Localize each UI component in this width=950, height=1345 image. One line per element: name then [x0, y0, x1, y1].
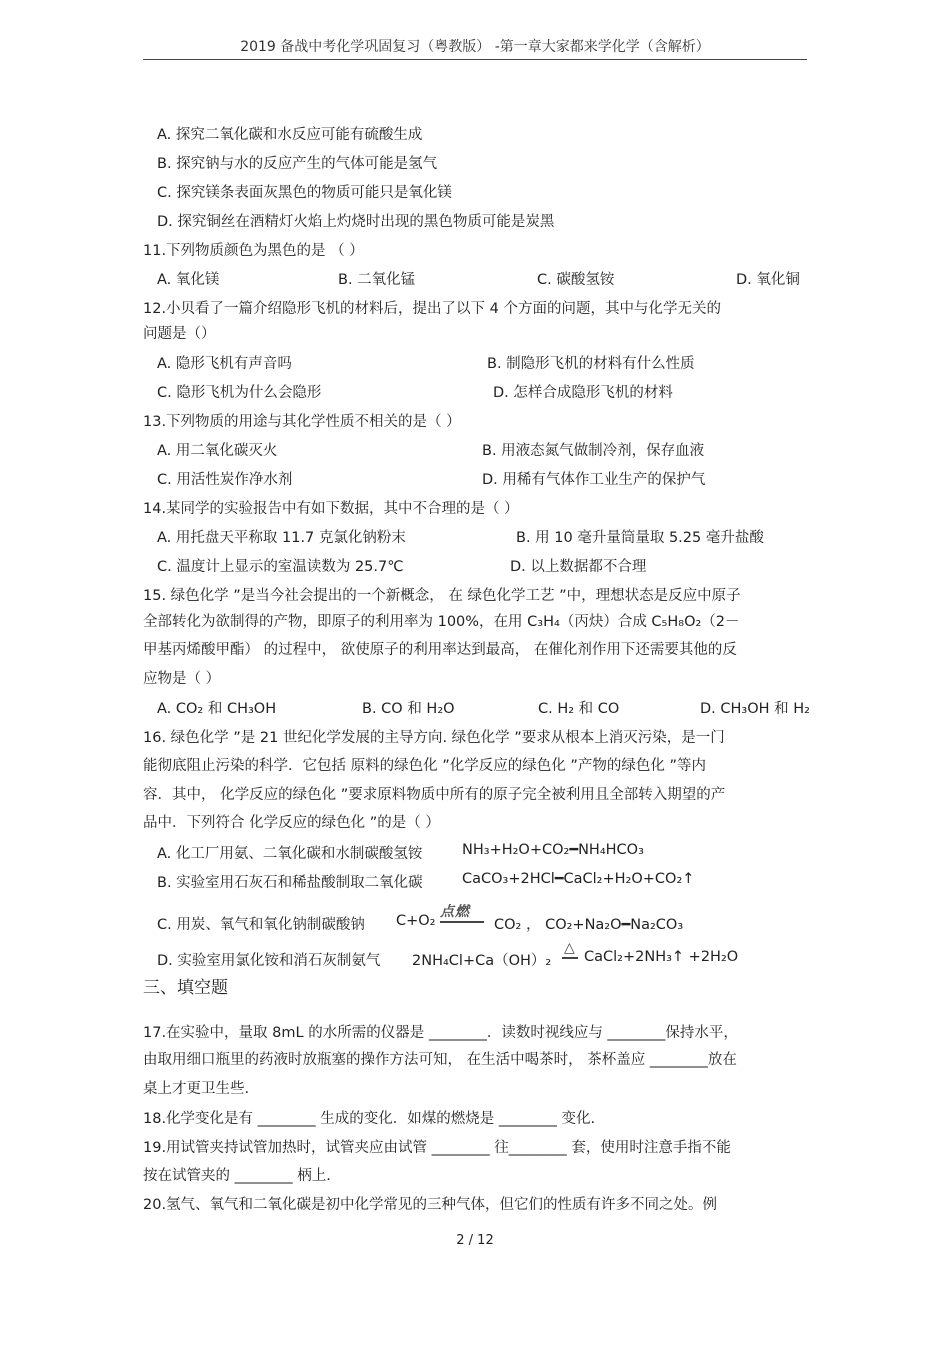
- q16-option-c-text: C. 用炭、氧气和氧化钠制碳酸钠: [157, 917, 365, 933]
- q14-option-a: A. 用托盘天平称取 11.7 克氯化钠粉末: [157, 530, 406, 546]
- section-title: 三、填空题: [143, 978, 228, 998]
- q15-option-b: B. CO 和 H₂O: [362, 701, 455, 717]
- page-header: 2019 备战中考化学巩固复习（粤教版） -第一章大家都来学化学（含解析）: [240, 39, 710, 55]
- q13-option-b: B. 用液态氮气做制冷剂，保存血液: [482, 443, 705, 459]
- q11-option-c: C. 碳酸氢铵: [537, 272, 615, 288]
- q16-line1: 16. 绿色化学 ”是 21 世纪化学发展的主导方向. 绿色化学 ”要求从根本上消灭污染，是一门: [143, 730, 725, 746]
- q15-line4: 应物是（ ）: [143, 671, 221, 687]
- q19-line2: 按在试管夹的 ________ 柄上.: [143, 1168, 331, 1184]
- q12-option-c: C. 隐形飞机为什么会隐形: [157, 385, 322, 401]
- q16-option-c-reaction-arrow: [440, 921, 484, 923]
- q16-line2: 能彻底阻止污染的科学．它包括 原料的绿色化 ”化学反应的绿色化 ”产物的绿色化 ”等内: [143, 758, 706, 774]
- q14-option-b: B. 用 10 毫升量筒量取 5.25 毫升盐酸: [516, 530, 764, 546]
- q15-line2: 全部转化为欲制得的产物，即原子的利用率为 100%，在用 C₃H₄（丙炔）合成 C₅H₈O₂（2－: [143, 614, 740, 630]
- q16-option-a-equation: NH₃+H₂O+CO₂━NH₄HCO₃: [462, 842, 644, 858]
- q10-option-a: A. 探究二氧化碳和水反应可能有硫酸生成: [157, 127, 423, 143]
- q13-option-a: A. 用二氧化碳灭火: [157, 443, 278, 459]
- q17-line3: 桌上才更卫生些.: [143, 1081, 250, 1097]
- q17-line2: 由取用细口瓶里的药液时放瓶塞的操作方法可知， 在生活中喝茶时， 茶杯盖应 ________放在: [143, 1052, 737, 1068]
- q12-option-a: A. 隐形飞机有声音吗: [157, 356, 292, 372]
- q11-stem: 11.下列物质颜色为黑色的是 （ ）: [143, 243, 364, 259]
- q13-option-c: C. 用活性炭作净水剂: [157, 472, 293, 488]
- q16-option-b-equation: CaCO₃+2HCl━CaCl₂+H₂O+CO₂↑: [462, 871, 695, 887]
- q15-option-a: A. CO₂ 和 CH₃OH: [157, 701, 277, 717]
- q14-stem: 14.某同学的实验报告中有如下数据，其中不合理的是（ ）: [143, 501, 519, 517]
- q12-option-d: D. 怎样合成隐形飞机的材料: [493, 385, 673, 401]
- q16-option-c-equation-right: CO₂ ， CO₂+Na₂O━Na₂CO₃: [494, 917, 684, 933]
- q16-option-d-text: D. 实验室用氯化铵和消石灰制氨气: [157, 953, 381, 969]
- q12-stem-line2: 问题是（）: [143, 326, 216, 342]
- q10-option-c: C. 探究镁条表面灰黑色的物质可能只是氧化镁: [157, 185, 452, 201]
- q15-line3: 甲基丙烯酸甲酯） 的过程中， 欲使原子的利用率达到最高， 在催化剂作用下还需要其他的反: [143, 642, 737, 658]
- q11-option-a: A. 氧化镁: [157, 272, 220, 288]
- q14-option-d: D. 以上数据都不合理: [510, 559, 647, 575]
- q10-option-b: B. 探究钠与水的反应产生的气体可能是氢气: [157, 156, 438, 172]
- q16-option-b-text: B. 实验室用石灰石和稀盐酸制取二氧化碳: [157, 875, 423, 891]
- q18-line1: 18.化学变化是有 ________ 生成的变化．如煤的燃烧是 ________ 变化.: [143, 1111, 596, 1127]
- q11-option-d: D. 氧化铜: [736, 272, 800, 288]
- q16-option-d-heat-symbol: △: [564, 940, 575, 956]
- q19-line1: 19.用试管夹持试管加热时，试管夹应由试管 ________ 往________ 套，使用时注意手指不能: [143, 1140, 731, 1156]
- q16-option-c-condition-label: 点燃: [440, 904, 470, 920]
- q15-line1: 15. 绿色化学 ”是当今社会提出的一个新概念， 在 绿色化学工艺 ”中，理想状态是反应中原子: [143, 588, 741, 604]
- q15-option-c: C. H₂ 和 CO: [538, 701, 620, 717]
- page-number: 2 / 12: [456, 1233, 494, 1248]
- q16-option-c-equation-left: C+O₂: [396, 913, 436, 929]
- q16-option-a-text: A. 化工厂用氨、二氧化碳和水制碳酸氢铵: [157, 846, 423, 862]
- q17-line1: 17.在实验中，量取 8mL 的水所需的仪器是 ________．读数时视线应与 ________保持水平，: [143, 1025, 738, 1041]
- q16-line4: 品中．下列符合 化学反应的绿色化 ”的是（ ）: [143, 815, 440, 831]
- q13-stem: 13.下列物质的用途与其化学性质不相关的是（ ）: [143, 414, 461, 430]
- q15-option-d: D. CH₃OH 和 H₂: [700, 701, 810, 717]
- q12-option-b: B. 制隐形飞机的材料有什么性质: [487, 356, 695, 372]
- q16-option-d-equation-left: 2NH₄Cl+Ca（OH）₂: [412, 953, 552, 969]
- q16-option-d-equation-right: CaCl₂+2NH₃↑ +2H₂O: [584, 949, 739, 965]
- header-rule: [143, 59, 807, 60]
- q16-option-d-reaction-arrow: [562, 957, 578, 959]
- q13-option-d: D. 用稀有气体作工业生产的保护气: [482, 472, 706, 488]
- q16-line3: 容．其中， 化学反应的绿色化 ”要求原料物质中所有的原子完全被利用且全部转入期望的产: [143, 787, 726, 803]
- q10-option-d: D. 探究铜丝在酒精灯火焰上灼烧时出现的黑色物质可能是炭黑: [157, 214, 555, 230]
- q20-line1: 20.氢气、氧气和二氧化碳是初中化学常见的三种气体，但它们的性质有许多不同之处。例: [143, 1197, 718, 1213]
- q14-option-c: C. 温度计上显示的室温读数为 25.7℃: [157, 559, 404, 575]
- q12-stem-line1: 12.小贝看了一篇介绍隐形飞机的材料后，提出了以下 4 个方面的问题，其中与化学无关的: [143, 301, 721, 317]
- q11-option-b: B. 二氧化锰: [338, 272, 416, 288]
